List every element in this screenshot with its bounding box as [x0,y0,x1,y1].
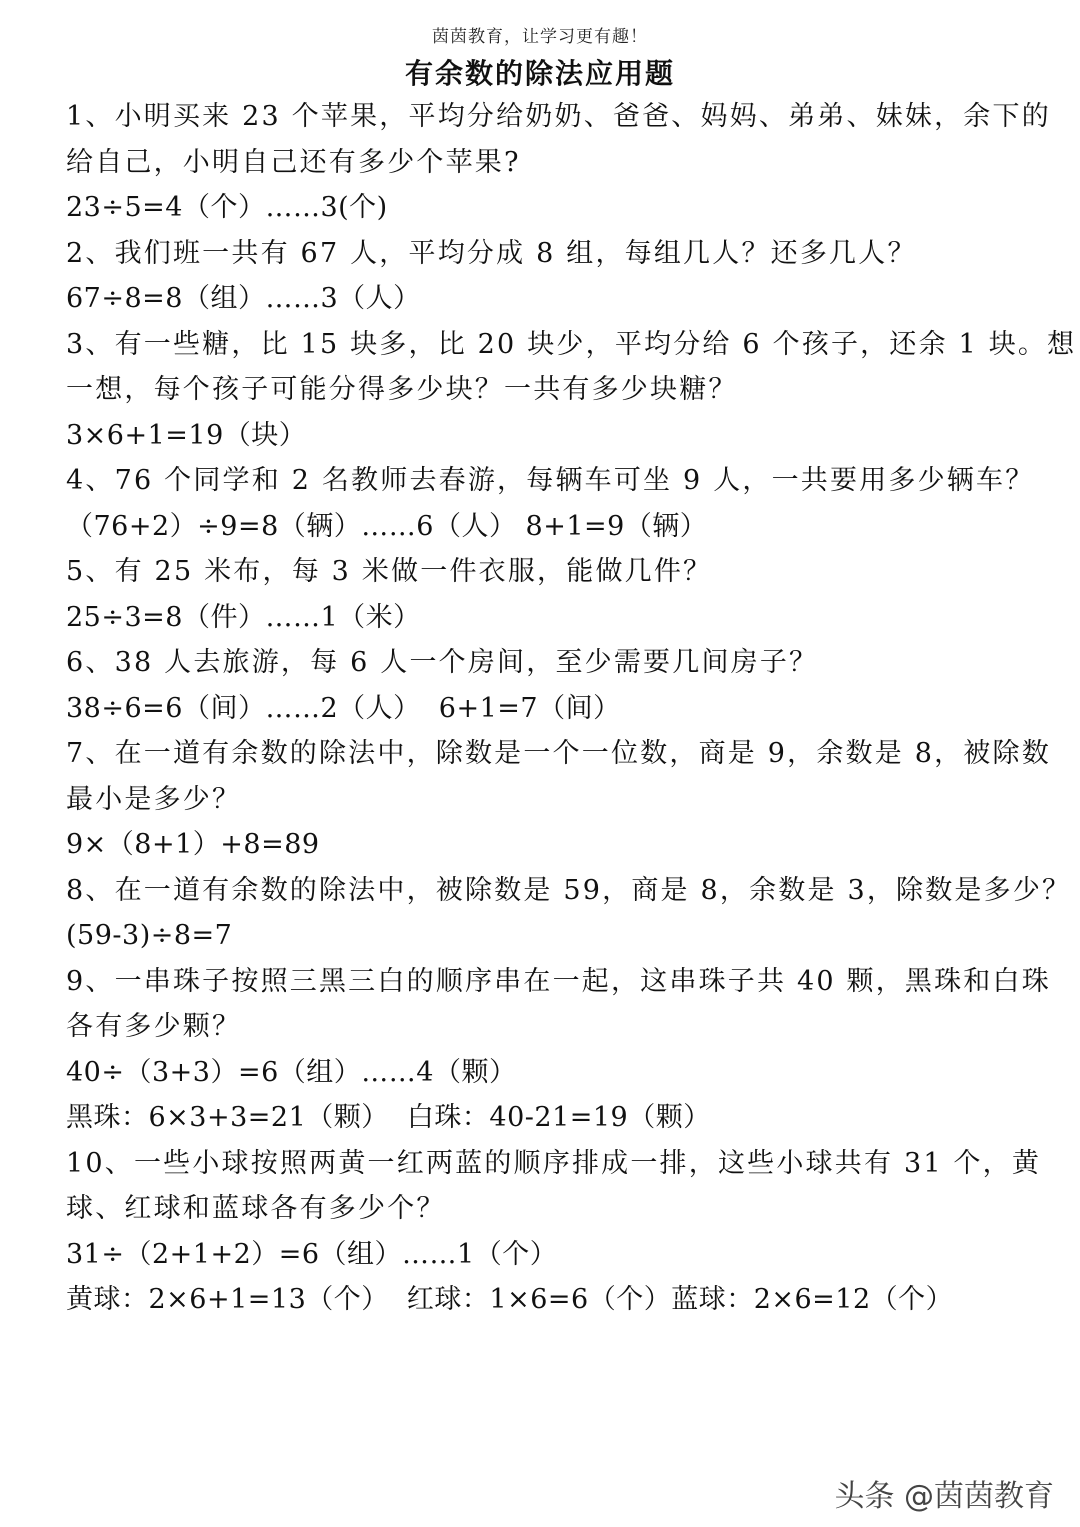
problem-10-text-line-2: 球、红球和蓝球各有多少个？ [66,1193,446,1224]
problem-7-text-line-1: 7、在一道有余数的除法中，除数是一个一位数，商是 9，余数是 8，被除数 [66,738,1051,769]
header-note: 茵茵教育，让学习更有趣！ [432,27,648,47]
problem-3-text-line-1: 3、有一些糖，比 15 块多，比 20 块少，平均分给 6 个孩子，还余 1 块。想 [66,328,1077,360]
problem-2-text: 2、我们班一共有 67 人，平均分成 8 组，每组几人？还多几人？ [66,237,917,269]
problem-2-answer: 67÷8=8（组）……3（人） [66,283,421,314]
problem-1-text-line-1: 1、小明买来 23 个苹果，平均分给奶奶、爸爸、妈妈、弟弟、妹妹，余下的 [66,101,1051,132]
problem-10-text-line-1: 10、一些小球按照两黄一红两蓝的顺序排成一排，这些小球共有 31 个，黄 [66,1147,1042,1179]
watermark: 头条 @茵茵教育 [834,1479,1054,1514]
problem-10-answer-line-2: 黄球：2×6+1=13（个） 红球：1×6=6（个）蓝球：2×6=12（个） [66,1284,954,1315]
problem-9-text-line-1: 9、一串珠子按照三黑三白的顺序串在一起，这串珠子共 40 颗，黑珠和白珠 [66,965,1051,997]
page-title: 有余数的除法应用题 [404,57,675,90]
problem-3-text-line-2: 一想，每个孩子可能分得多少块？一共有多少块糖？ [66,374,738,405]
problem-6-answer: 38÷6=6（间）……2（人） 6+1=7（间） [66,692,621,724]
problem-9-text-line-2: 各有多少颗？ [66,1011,242,1042]
problem-8-answer: (59-3)÷8=7 [66,920,233,951]
problem-4-answer: （76+2）÷9=8（辆）……6（人） 8+1=9（辆） [66,510,708,542]
problem-7-text-line-2: 最小是多少？ [66,783,242,815]
problem-7-answer: 9×（8+1）+8=89 [66,829,320,860]
problem-list [66,94,1077,1323]
problem-8-text: 8、在一道有余数的除法中，被除数是 59，商是 8，余数是 3，除数是多少？ [66,874,1072,906]
problem-9-answer-line-2: 黑珠：6×3+3=21（颗） 白珠：40-21=19（颗） [66,1102,711,1133]
problem-3-answer: 3×6+1=19（块） [66,419,307,451]
problem-1-text-line-2: 给自己，小明自己还有多少个苹果? [66,146,521,178]
problem-5-answer: 25÷3=8（件）……1（米） [66,601,421,633]
problem-10-answer-line-1: 31÷（2+1+2）=6（组）……1（个） [66,1238,558,1270]
problem-4-text: 4、76 个同学和 2 名教师去春游，每辆车可坐 9 人，一共要用多少辆车？ [66,465,1035,496]
problem-9-answer-line-1: 40÷（3+3）=6（组）……4（颗） [66,1056,517,1088]
problem-6-text: 6、38 人去旅游，每 6 人一个房间，至少需要几间房子？ [66,647,819,678]
problem-5-text: 5、有 25 米布，每 3 米做一件衣服，能做几件？ [66,556,713,587]
problem-1-answer: 23÷5=4（个）……3(个) [66,192,388,223]
